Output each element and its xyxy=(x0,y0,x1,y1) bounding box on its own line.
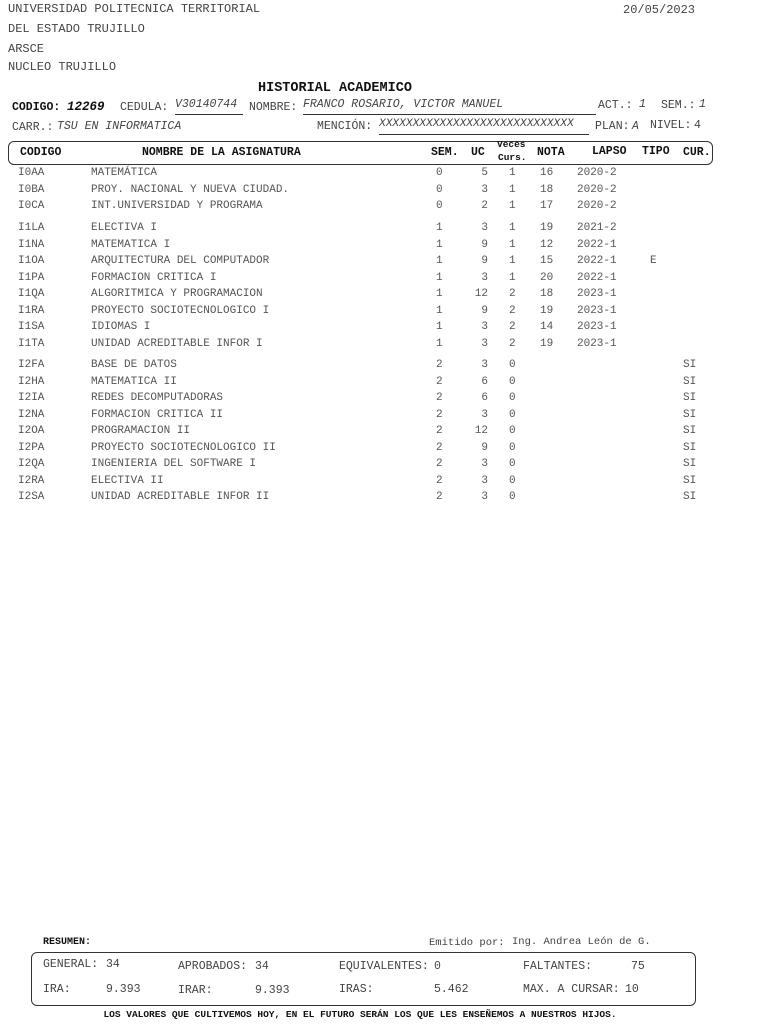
cell-codigo: I1TA xyxy=(18,337,45,350)
cell-nombre: ALGORITMICA Y PROGRAMACION xyxy=(91,288,263,300)
ira-value: 9.393 xyxy=(106,983,141,996)
col-codigo-header: CODIGO xyxy=(20,146,62,159)
cell-sem: 2 xyxy=(436,441,443,454)
cell-lapso: 2023-1 xyxy=(577,304,617,317)
table-row xyxy=(0,425,768,441)
cell-nombre: BASE DE DATOS xyxy=(91,359,177,371)
emitido-label: Emitido por: xyxy=(429,937,505,949)
cell-sem: 1 xyxy=(436,238,443,251)
cell-nombre: PROYECTO SOCIOTECNOLOGICO I xyxy=(91,304,270,317)
nivel-label: NIVEL: xyxy=(650,119,692,132)
table-row xyxy=(0,255,768,271)
cell-nombre: INGENIERIA DEL SOFTWARE I xyxy=(91,458,257,470)
equivalentes-label: EQUIVALENTES: xyxy=(339,960,429,973)
table-row xyxy=(0,305,768,321)
col-lapso-header: LAPSO xyxy=(592,145,627,158)
cell-uc: 3 xyxy=(481,458,488,470)
cedula-label: CEDULA: xyxy=(120,101,169,114)
table-row xyxy=(0,458,768,474)
ira-label: IRA: xyxy=(43,983,71,996)
col-sem-header: SEM. xyxy=(431,146,459,159)
col-curs-header: Curs. xyxy=(498,152,527,163)
cell-sem: 1 xyxy=(436,255,443,267)
table-row xyxy=(0,184,768,200)
nivel-value: 4 xyxy=(694,119,701,132)
table-row xyxy=(0,272,768,288)
cell-uc: 9 xyxy=(481,304,488,317)
cell-codigo: I2IA xyxy=(18,392,45,404)
nombre-label: NOMBRE: xyxy=(249,101,298,114)
cell-cur: SI xyxy=(683,491,697,503)
cell-sem: 1 xyxy=(436,271,443,284)
irar-label: IRAR: xyxy=(178,984,213,997)
cell-cur: SI xyxy=(683,458,697,470)
cell-nombre: PROY. NACIONAL Y NUEVA CIUDAD. xyxy=(91,183,290,196)
mencion-value: XXXXXXXXXXXXXXXXXXXXXXXXXXXXX xyxy=(379,118,589,135)
cell-nombre: PROGRAMACION II xyxy=(91,425,191,437)
cell-nota: 20 xyxy=(540,271,554,284)
irar-value: 9.393 xyxy=(255,984,290,997)
cell-nombre: UNIDAD ACREDITABLE INFOR I xyxy=(91,337,263,350)
mencion-label: MENCIÓN: xyxy=(317,120,373,133)
cell-nota: 18 xyxy=(540,288,554,300)
iras-label: IRAS: xyxy=(339,983,374,996)
cell-uc: 6 xyxy=(481,392,488,404)
table-row xyxy=(0,392,768,408)
cell-nota: 12 xyxy=(540,238,554,251)
nombre-value: FRANCO ROSARIO, VICTOR MANUEL xyxy=(303,98,596,115)
cell-veces: 0 xyxy=(509,441,516,454)
cell-nombre: FORMACION CRITICA II xyxy=(91,408,224,421)
cell-veces: 1 xyxy=(509,183,516,196)
sem-label: SEM.: xyxy=(661,99,696,112)
cell-lapso: 2020-2 xyxy=(577,183,617,196)
cell-sem: 2 xyxy=(436,408,443,421)
cell-uc: 2 xyxy=(481,200,488,212)
cell-codigo: I2QA xyxy=(18,458,45,470)
cell-nota: 16 xyxy=(540,167,554,179)
table-row xyxy=(0,321,768,337)
cell-veces: 0 xyxy=(509,458,516,470)
cell-codigo: I0AA xyxy=(18,167,45,179)
cell-uc: 9 xyxy=(481,255,488,267)
table-row xyxy=(0,376,768,392)
aprobados-value: 34 xyxy=(255,960,269,973)
cell-sem: 0 xyxy=(436,183,443,196)
cell-nombre: PROYECTO SOCIOTECNOLOGICO II xyxy=(91,441,276,454)
table-row xyxy=(0,491,768,507)
cell-sem: 0 xyxy=(436,200,443,212)
col-nombre-header: NOMBRE DE LA ASIGNATURA xyxy=(142,146,301,159)
cell-nombre: MATEMÁTICA xyxy=(91,167,158,179)
cell-sem: 1 xyxy=(436,288,443,300)
cell-veces: 1 xyxy=(509,271,516,284)
cell-sem: 1 xyxy=(436,222,443,234)
faltantes-label: FALTANTES: xyxy=(523,960,593,973)
cell-nota: 14 xyxy=(540,321,554,333)
cell-sem: 1 xyxy=(436,304,443,317)
cell-veces: 2 xyxy=(509,321,516,333)
codigo-label: CODIGO: xyxy=(12,101,61,114)
col-veces-header: Veces xyxy=(497,139,526,150)
cell-cur: SI xyxy=(683,474,697,487)
table-row xyxy=(0,200,768,216)
general-label: GENERAL: xyxy=(43,958,99,971)
cell-uc: 3 xyxy=(481,408,488,421)
cedula-value: V30140744 xyxy=(175,98,243,115)
cell-codigo: I2SA xyxy=(18,491,45,503)
cell-nota: 19 xyxy=(540,222,554,234)
aprobados-label: APROBADOS: xyxy=(178,960,248,973)
cell-uc: 12 xyxy=(474,425,488,437)
cell-uc: 3 xyxy=(481,491,488,503)
cell-veces: 0 xyxy=(509,474,516,487)
cell-sem: 2 xyxy=(436,425,443,437)
cell-veces: 0 xyxy=(509,491,516,503)
cell-veces: 0 xyxy=(509,425,516,437)
plan-label: PLAN: xyxy=(595,120,630,133)
cell-nombre: MATEMATICA II xyxy=(91,375,177,388)
cell-lapso: 2022-1 xyxy=(577,238,617,251)
cell-codigo: I1SA xyxy=(18,321,45,333)
cell-uc: 3 xyxy=(481,337,488,350)
cell-nota: 19 xyxy=(540,304,554,317)
table-row xyxy=(0,359,768,375)
cell-codigo: I1NA xyxy=(18,238,45,251)
cell-cur: SI xyxy=(683,375,697,388)
resumen-label: RESUMEN: xyxy=(43,937,92,948)
cell-veces: 1 xyxy=(509,167,516,179)
cell-uc: 3 xyxy=(481,222,488,234)
cell-codigo: I2NA xyxy=(18,408,45,421)
cell-uc: 5 xyxy=(481,167,488,179)
carrera-label: CARR.: xyxy=(12,121,54,134)
cell-tipo: E xyxy=(650,255,657,267)
cell-lapso: 2020-2 xyxy=(577,167,617,179)
cell-veces: 0 xyxy=(509,392,516,404)
cell-lapso: 2023-1 xyxy=(577,288,617,300)
table-row xyxy=(0,239,768,255)
cell-codigo: I1PA xyxy=(18,271,45,284)
act-value: 1 xyxy=(639,98,646,111)
cell-nombre: INT.UNIVERSIDAD Y PROGRAMA xyxy=(91,200,263,212)
cell-uc: 3 xyxy=(481,321,488,333)
cell-cur: SI xyxy=(683,425,697,437)
cell-lapso: 2022-1 xyxy=(577,271,617,284)
cell-nombre: ELECTIVA II xyxy=(91,474,164,487)
equivalentes-value: 0 xyxy=(434,960,441,973)
cell-nombre: MATEMATICA I xyxy=(91,238,171,251)
cell-codigo: I1LA xyxy=(18,222,45,234)
cell-uc: 3 xyxy=(481,359,488,371)
cell-uc: 3 xyxy=(481,183,488,196)
cell-nota: 19 xyxy=(540,337,554,350)
table-row xyxy=(0,338,768,354)
cell-lapso: 2023-1 xyxy=(577,321,617,333)
cell-codigo: I2RA xyxy=(18,474,45,487)
cell-nota: 15 xyxy=(540,255,554,267)
cell-nombre: UNIDAD ACREDITABLE INFOR II xyxy=(91,491,270,503)
cell-codigo: I1RA xyxy=(18,304,45,317)
max-cursar-label: MAX. A CURSAR: xyxy=(523,983,620,996)
cell-sem: 2 xyxy=(436,458,443,470)
cell-nota: 17 xyxy=(540,200,554,212)
cell-lapso: 2022-1 xyxy=(577,255,617,267)
cell-sem: 2 xyxy=(436,375,443,388)
cell-sem: 2 xyxy=(436,474,443,487)
cell-veces: 2 xyxy=(509,288,516,300)
cell-veces: 2 xyxy=(509,304,516,317)
cell-uc: 3 xyxy=(481,474,488,487)
footer-motto: LOS VALORES QUE CULTIVEMOS HOY, EN EL FUTURO SERÁN LOS QUE LES ENSEÑEMOS A NUESTROS HIJOS. xyxy=(103,1009,617,1020)
cell-veces: 0 xyxy=(509,359,516,371)
carrera-value: TSU EN INFORMATICA xyxy=(57,120,182,133)
issue-date: 20/05/2023 xyxy=(623,3,696,17)
max-cursar-value: 10 xyxy=(625,983,639,996)
institution-line-1: UNIVERSIDAD POLITECNICA TERRITORIAL xyxy=(8,2,261,16)
nucleo-label: NUCLEO TRUJILLO xyxy=(8,60,117,74)
cell-codigo: I1OA xyxy=(18,255,45,267)
col-cur-header: CUR. xyxy=(683,146,711,159)
cell-cur: SI xyxy=(683,359,697,371)
cell-codigo: I2FA xyxy=(18,359,45,371)
act-label: ACT.: xyxy=(598,99,633,112)
cell-nombre: FORMACION CRITICA I xyxy=(91,271,217,284)
cell-sem: 1 xyxy=(436,337,443,350)
cell-veces: 1 xyxy=(509,255,516,267)
col-tipo-header: TIPO xyxy=(642,145,670,158)
cell-veces: 1 xyxy=(509,222,516,234)
cell-nombre: ARQUITECTURA DEL COMPUTADOR xyxy=(91,255,270,267)
cell-codigo: I0BA xyxy=(18,183,45,196)
cell-sem: 1 xyxy=(436,321,443,333)
cell-codigo: I1QA xyxy=(18,288,45,300)
page-title: HISTORIAL ACADEMICO xyxy=(258,81,412,96)
cell-sem: 2 xyxy=(436,359,443,371)
sem-value: 1 xyxy=(699,98,706,111)
col-uc-header: UC xyxy=(471,146,485,159)
cell-veces: 2 xyxy=(509,337,516,350)
cell-lapso: 2023-1 xyxy=(577,337,617,350)
emitido-value: Ing. Andrea León de G. xyxy=(512,936,651,948)
iras-value: 5.462 xyxy=(434,983,469,996)
cell-veces: 1 xyxy=(509,200,516,212)
plan-value: A xyxy=(632,120,639,133)
cell-sem: 2 xyxy=(436,491,443,503)
cell-uc: 9 xyxy=(481,238,488,251)
cell-cur: SI xyxy=(683,441,697,454)
table-row xyxy=(0,442,768,458)
cell-sem: 0 xyxy=(436,167,443,179)
cell-lapso: 2020-2 xyxy=(577,200,617,212)
table-row xyxy=(0,167,768,183)
faltantes-value: 75 xyxy=(631,960,645,973)
cell-sem: 2 xyxy=(436,392,443,404)
cell-uc: 9 xyxy=(481,441,488,454)
area-label: ARSCE xyxy=(8,42,45,56)
cell-uc: 12 xyxy=(474,288,488,300)
cell-nota: 18 xyxy=(540,183,554,196)
cell-uc: 6 xyxy=(481,375,488,388)
cell-veces: 0 xyxy=(509,408,516,421)
table-row xyxy=(0,222,768,238)
cell-codigo: I2OA xyxy=(18,425,45,437)
cell-veces: 1 xyxy=(509,238,516,251)
cell-cur: SI xyxy=(683,392,697,404)
cell-veces: 0 xyxy=(509,375,516,388)
cell-codigo: I2PA xyxy=(18,441,45,454)
cell-codigo: I0CA xyxy=(18,200,45,212)
cell-nombre: ELECTIVA I xyxy=(91,222,158,234)
cell-uc: 3 xyxy=(481,271,488,284)
codigo-value: 12269 xyxy=(67,100,105,114)
cell-nombre: REDES DECOMPUTADORAS xyxy=(91,392,224,404)
institution-line-2: DEL ESTADO TRUJILLO xyxy=(8,22,145,36)
table-row xyxy=(0,475,768,491)
col-nota-header: NOTA xyxy=(537,146,565,159)
cell-cur: SI xyxy=(683,408,697,421)
cell-codigo: I2HA xyxy=(18,375,45,388)
general-value: 34 xyxy=(106,958,120,971)
table-row xyxy=(0,409,768,425)
table-row xyxy=(0,288,768,304)
cell-lapso: 2021-2 xyxy=(577,222,617,234)
cell-nombre: IDIOMAS I xyxy=(91,321,151,333)
